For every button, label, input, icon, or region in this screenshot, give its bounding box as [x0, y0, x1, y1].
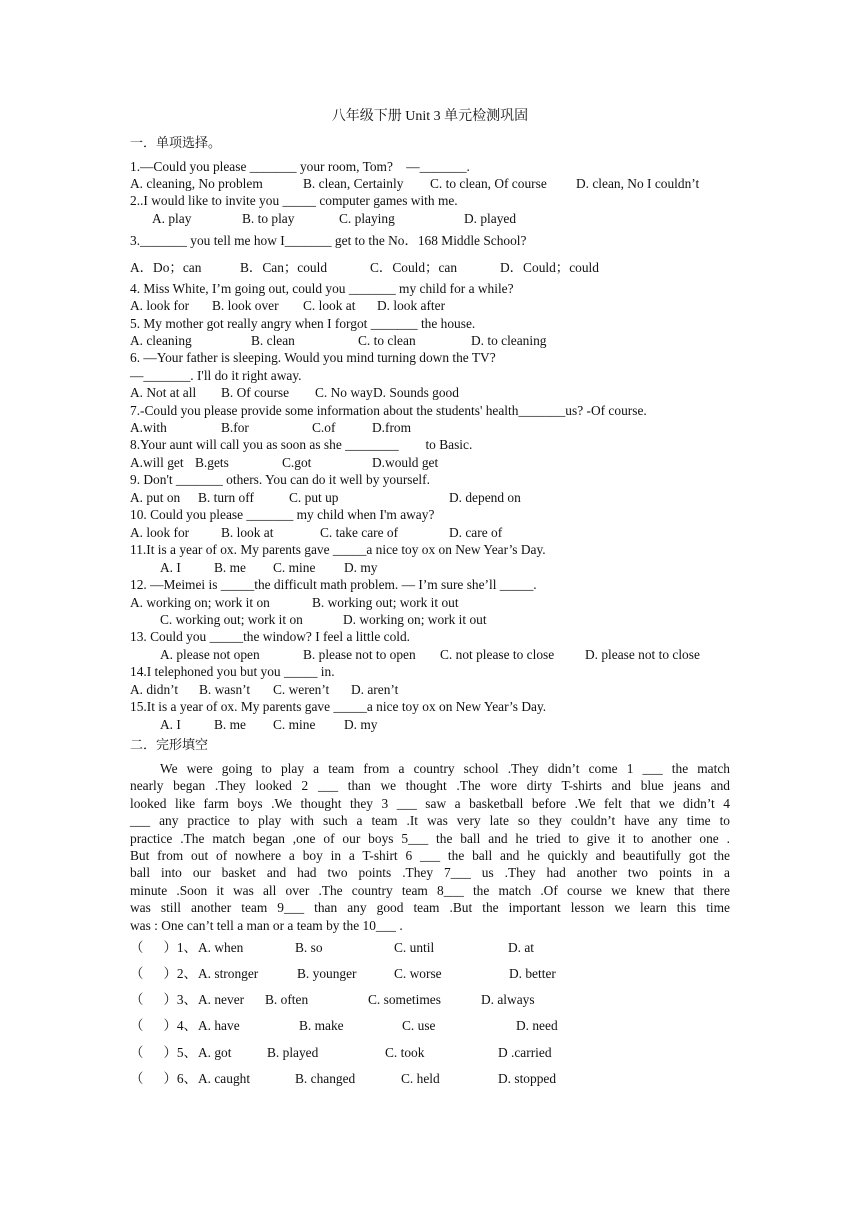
cloze-5-option-a: A. got — [198, 1045, 232, 1060]
q4-option-b: B. look over — [212, 298, 279, 313]
question-9-stem: 9. Don't _______ others. You can do it well by yourself. — [130, 472, 430, 487]
cloze-3-option-a: A. never — [198, 992, 245, 1007]
q6-option-c: C. No way — [315, 385, 373, 400]
cloze-5-option-c: C. took — [385, 1045, 425, 1060]
q10-option-a: A. look for — [130, 525, 190, 540]
question-2-stem: 2..I would like to invite you _____ computer games with me. — [130, 193, 458, 208]
q2-option-a: A. play — [152, 211, 192, 226]
q2-option-b: B. to play — [242, 211, 295, 226]
q12-option-b: B. working out; work it out — [312, 595, 459, 610]
passage-line: practice .The match began ,one of our boys 5___ the ball and he tried to give it to another one . — [130, 830, 730, 846]
passage-line: But from out of nowhere a boy in a T-shirt 6 ___ the ball and he quickly and beautifully got the — [130, 848, 730, 864]
cloze-passage — [130, 760, 730, 934]
q9-option-a: A. put on — [130, 490, 181, 505]
question-4-stem: 4. Miss White, I’m going out, could you _______ my child for a while? — [130, 281, 514, 296]
cloze-3-option-c: C. sometimes — [368, 992, 441, 1007]
q15-option-b: B. me — [214, 717, 246, 732]
q5-option-b: B. clean — [251, 333, 295, 348]
question-12-stem: 12. —Meimei is _____the difficult math problem. — I’m sure she’ll _____. — [130, 577, 537, 592]
q8-option-d: D.would get — [372, 455, 439, 470]
cloze-2-option-b: B. younger — [297, 966, 357, 981]
q7-option-a: A.with — [130, 420, 167, 435]
cloze-3-option-b: B. often — [265, 992, 309, 1007]
q13-option-c: C. not please to close — [440, 647, 555, 662]
q5-option-a: A. cleaning — [130, 333, 192, 348]
passage-line: ball into our basket and had two points .They 7___ us .They had another two points in a — [130, 865, 730, 881]
q13-option-d: D. please not to close — [585, 647, 700, 662]
question-13-stem: 13. Could you _____the window? I feel a little cold. — [130, 629, 411, 644]
cloze-1-option-b: B. so — [295, 940, 323, 955]
question-6-response: —_______. I'll do it right away. — [130, 368, 302, 383]
q5-option-c: C. to clean — [358, 333, 416, 348]
passage-line: minute .Soon it was all over .The country team 8___ the match .Of course we knew that there — [130, 882, 730, 898]
q1-option-b: B. clean, Certainly — [303, 176, 404, 191]
q8-option-a: A.will get — [130, 455, 184, 470]
q8-option-c: C.got — [282, 455, 312, 470]
passage-line: looked like farm boys .We thought they 3 ___ saw a basketball before .We felt that we didn’t 4 — [130, 795, 730, 811]
question-1-stem: 1.—Could you please _______ your room, Tom? —_______. — [130, 159, 470, 174]
q2-option-c: C. playing — [339, 211, 395, 226]
question-7-stem: 7.-Could you please provide some information about the students' health_______us? -Of course. — [130, 403, 647, 418]
q12-option-d: D. working on; work it out — [343, 612, 487, 627]
q4-option-d: D. look after — [377, 298, 446, 313]
page-title: 八年级下册 Unit 3 单元检测巩固 — [331, 109, 529, 124]
q6-option-d: D. Sounds good — [373, 385, 459, 400]
passage-line: nearly began .They looked 2 ___ than we thought .The wore dirty T-shirts and blue jeans and — [130, 778, 730, 794]
cloze-2-option-a: A. stronger — [198, 966, 259, 981]
cloze-6-option-b: B. changed — [295, 1071, 356, 1086]
q10-option-b: B. look at — [221, 525, 274, 540]
cloze-item-3-number: （ ）3、 — [130, 992, 197, 1007]
cloze-item-4-number: （ ）4、 — [130, 1018, 197, 1033]
cloze-1-option-c: C. until — [394, 940, 435, 955]
question-3-stem: 3._______ you tell me how I_______ get to the No．168 Middle School? — [130, 233, 527, 248]
q1-option-d: D. clean, No I couldn’t — [576, 176, 700, 191]
cloze-2-option-c: C. worse — [394, 966, 442, 981]
question-8-stem: 8.Your aunt will call you as soon as she ________ to Basic. — [130, 437, 473, 452]
q3-option-b: B．Can；could — [240, 260, 328, 275]
question-6-stem: 6. —Your father is sleeping. Would you mind turning down the TV? — [130, 350, 496, 365]
cloze-1-option-a: A. when — [198, 940, 244, 955]
q6-option-a: A. Not at all — [130, 385, 197, 400]
question-10-stem: 10. Could you please _______ my child when I'm away? — [130, 507, 435, 522]
q11-option-d: D. my — [344, 560, 378, 575]
question-5-stem: 5. My mother got really angry when I forgot _______ the house. — [130, 316, 476, 331]
q2-option-d: D. played — [464, 211, 517, 226]
q7-option-d: D.from — [372, 420, 412, 435]
q10-option-d: D. care of — [449, 525, 503, 540]
cloze-item-1-number: （ ）1、 — [130, 940, 197, 955]
cloze-6-option-a: A. caught — [198, 1071, 251, 1086]
q3-option-a: A．Do；can — [130, 260, 202, 275]
cloze-4-option-b: B. make — [299, 1018, 344, 1033]
q9-option-b: B. turn off — [198, 490, 254, 505]
cloze-item-5-number: （ ）5、 — [130, 1045, 197, 1060]
passage-line: ___ any practice to play with such a team .It was very late so they couldn’t have any time to — [130, 813, 730, 829]
passage-line: was : One can’t tell a man or a team by the 10___ . — [130, 917, 403, 933]
cloze-item-2-number: （ ）2、 — [130, 966, 197, 981]
q11-option-b: B. me — [214, 560, 246, 575]
passage-line: was still another team 9___ than any good team .But the important lesson we learn this time — [130, 900, 730, 916]
q14-option-b: B. wasn’t — [199, 682, 251, 697]
q6-option-b: B. Of course — [221, 385, 290, 400]
cloze-4-option-c: C. use — [402, 1018, 436, 1033]
passage-line: We were going to play a team from a country school .They didn’t come 1 ___ the match — [160, 761, 730, 776]
q9-option-c: C. put up — [289, 490, 339, 505]
q11-option-a: A. I — [160, 560, 181, 575]
q14-option-a: A. didn’t — [130, 682, 179, 697]
question-11-stem: 11.It is a year of ox. My parents gave _____a nice toy ox on New Year’s Day. — [130, 542, 546, 557]
q11-option-c: C. mine — [273, 560, 316, 575]
q13-option-b: B. please not to open — [303, 647, 416, 662]
cloze-4-option-a: A. have — [198, 1018, 240, 1033]
section-heading-cloze: 二．完形填空 — [130, 738, 209, 753]
q10-option-c: C. take care of — [320, 525, 399, 540]
q8-option-b: B.gets — [195, 455, 229, 470]
section-heading-single-choice: 一．单项选择。 — [130, 136, 222, 151]
cloze-5-option-d: D .carried — [498, 1045, 552, 1060]
q4-option-a: A. look for — [130, 298, 190, 313]
cloze-2-option-d: D. better — [509, 966, 556, 981]
q15-option-d: D. my — [344, 717, 378, 732]
cloze-item-6-number: （ ）6、 — [130, 1071, 197, 1086]
q3-option-c: C．Could；can — [370, 260, 458, 275]
question-14-stem: 14.I telephoned you but you _____ in. — [130, 664, 335, 679]
q14-option-c: C. weren’t — [273, 682, 330, 697]
cloze-5-option-b: B. played — [267, 1045, 319, 1060]
q13-option-a: A. please not open — [160, 647, 260, 662]
q1-option-c: C. to clean, Of course — [430, 176, 547, 191]
q4-option-c: C. look at — [303, 298, 356, 313]
q12-option-c: C. working out; work it on — [160, 612, 303, 627]
q7-option-c: C.of — [312, 420, 336, 435]
q1-option-a: A. cleaning, No problem — [130, 176, 263, 191]
q7-option-b: B.for — [221, 420, 249, 435]
cloze-6-option-c: C. held — [401, 1071, 440, 1086]
cloze-4-option-d: D. need — [516, 1018, 558, 1033]
q15-option-a: A. I — [160, 717, 181, 732]
q5-option-d: D. to cleaning — [471, 333, 547, 348]
cloze-1-option-d: D. at — [508, 940, 535, 955]
q12-option-a: A. working on; work it on — [130, 595, 270, 610]
question-15-stem: 15.It is a year of ox. My parents gave _____a nice toy ox on New Year’s Day. — [130, 699, 547, 714]
cloze-3-option-d: D. always — [481, 992, 535, 1007]
q14-option-d: D. aren’t — [351, 682, 399, 697]
q3-option-d: D．Could；could — [500, 260, 599, 275]
q15-option-c: C. mine — [273, 717, 316, 732]
q9-option-d: D. depend on — [449, 490, 521, 505]
cloze-6-option-d: D. stopped — [498, 1071, 557, 1086]
